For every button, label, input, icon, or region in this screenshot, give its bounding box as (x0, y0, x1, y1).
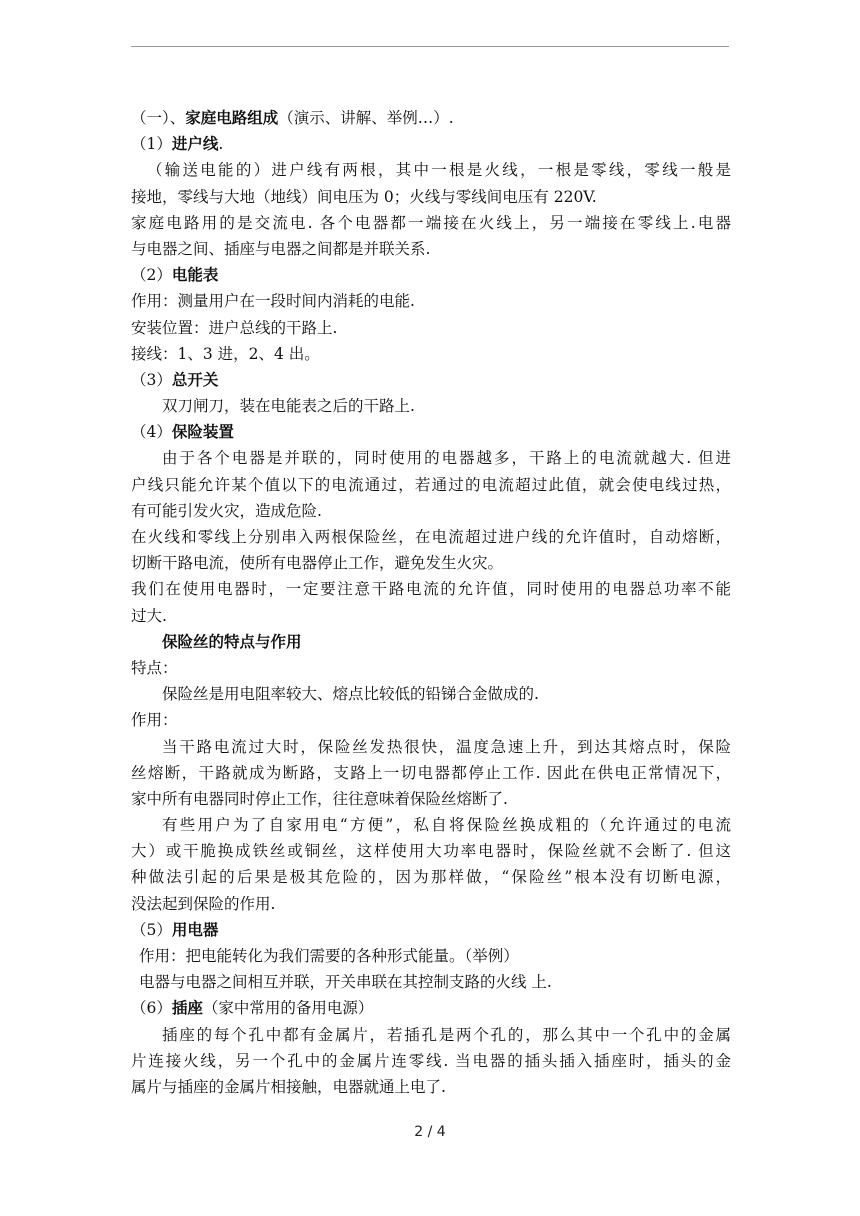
paragraph-line: 保险丝是用电阻率较大、熔点比较低的铅锑合金做成的. (162, 685, 539, 704)
heading-label: （4） (131, 423, 172, 442)
heading-line (131, 262, 731, 288)
paragraph-line: （输送电能的）进户线有两根，其中一根是火线，一根是零线，零线一般是 (147, 161, 731, 180)
document-body (131, 105, 731, 1100)
heading-text: 电能表 (171, 266, 219, 285)
paragraph-line: 安装位置：进户总线的干路上. (131, 318, 338, 337)
heading-text: 保险装置 (171, 423, 234, 442)
paragraph-line: 插座的每个孔中都有金属片，若插孔是两个孔的，那么其中一个孔中的金属 (162, 1025, 731, 1044)
paragraph-line: 作用： (131, 711, 178, 730)
paragraph-line: 我们在使用电器时，一定要注意干路电流的允许值，同时使用的电器总功率不能 (131, 580, 731, 599)
heading-text: 进户线 (171, 135, 219, 154)
paragraph-line: 特点： (131, 658, 178, 677)
heading-label: （5） (131, 920, 172, 939)
heading-line (131, 367, 731, 393)
paragraph-line: 有些用户为了自家用电“方便”，私自将保险丝换成粗的（允许通过的电流 (162, 816, 731, 835)
paragraph-line: 没法起到保险的作用. (131, 894, 276, 913)
heading-text: 家庭电路组成 (185, 109, 279, 127)
heading-line (131, 995, 731, 1021)
paragraph-line: 属片与插座的金属片相接触，电器就通上电了. (131, 1077, 446, 1096)
paragraph-line: 大）或干脆换成铁丝或铜丝，这样使用大功率电器时，保险丝就不会断了. 但这 (131, 842, 731, 861)
paragraph-line: 当干路电流过大时，保险丝发热很快，温度急速上升，到达其熔点时，保险 (162, 737, 731, 756)
heading-text: 保险丝的特点与作用 (162, 632, 302, 651)
paragraph-line: 接地，零线与大地（地线）间电压为 0；火线与零线间电压有 220V. (131, 187, 597, 206)
heading-line (131, 629, 731, 655)
paragraph-line: 种做法引起的后果是极其危险的，因为那样做，“保险丝”根本没有切断电源， (131, 868, 731, 887)
paragraph-line: 切断干路电流，使所有电器停止工作，避免发生火灾。 (131, 554, 504, 573)
paragraph-line: 有可能引发火灾，造成危险. (131, 501, 322, 520)
paragraph-line: 双刀闸刀，装在电能表之后的干路上. (162, 397, 415, 416)
heading-text: 用电器 (171, 920, 219, 939)
heading-label: （2） (131, 266, 172, 285)
header-rule (131, 46, 729, 47)
heading-label: . (218, 135, 224, 154)
heading-label: （演示、讲解、举例…）. (278, 109, 454, 127)
paragraph-line: 片连接火线，另一个孔中的金属片连零线. 当电器的插头插入插座时，插头的金 (131, 1051, 731, 1070)
heading-text: 总开关 (171, 370, 219, 389)
paragraph-line: 户线只能允许某个值以下的电流通过，若通过的电流超过此值，就会使电线过热， (131, 475, 731, 494)
paragraph-line: 作用：测量用户在一段时间内消耗的电能. (131, 292, 415, 311)
heading-line (131, 917, 731, 943)
paragraph-line: 接线：1、3 进，2、4 出。 (131, 344, 320, 363)
heading-label: （家中常用的备用电源） (202, 999, 374, 1018)
heading-label: （一）、 (131, 109, 186, 127)
paragraph-line: 由于各个电器是并联的，同时使用的电器越多，干路上的电流就越大. 但进 (162, 449, 731, 468)
heading-line (131, 105, 731, 131)
paragraph-line: 在火线和零线上分别串入两根保险丝，在电流超过进户线的允许值时，自动熔断， (131, 528, 731, 546)
paragraph-line: 与电器之间、插座与电器之间都是并联关系. (131, 239, 431, 258)
paragraph-line: 过大. (131, 606, 167, 625)
paragraph-line: 家中所有电器同时停止工作，往往意味着保险丝熔断了. (131, 789, 508, 808)
heading-label: （3） (131, 370, 172, 389)
heading-text: 插座 (171, 999, 203, 1018)
paragraph-line: 丝熔断，干路就成为断路，支路上一切电器都停止工作. 因此在供电正常情况下， (131, 763, 731, 782)
heading-line (131, 419, 731, 445)
heading-line (131, 131, 731, 157)
paragraph-line: 电器与电器之间相互并联，开关串联在其控制支路的火线 上. (139, 973, 552, 992)
paragraph-line: 家庭电路用的是交流电. 各个电器都一端接在火线上，另一端接在零线上.电器 (131, 213, 731, 232)
paragraph-line: 作用：把电能转化为我们需要的各种形式能量。（举例） (139, 947, 519, 965)
heading-label: （6） (131, 999, 172, 1018)
page-number: 2 / 4 (414, 1124, 446, 1140)
heading-label: （1） (131, 135, 172, 154)
